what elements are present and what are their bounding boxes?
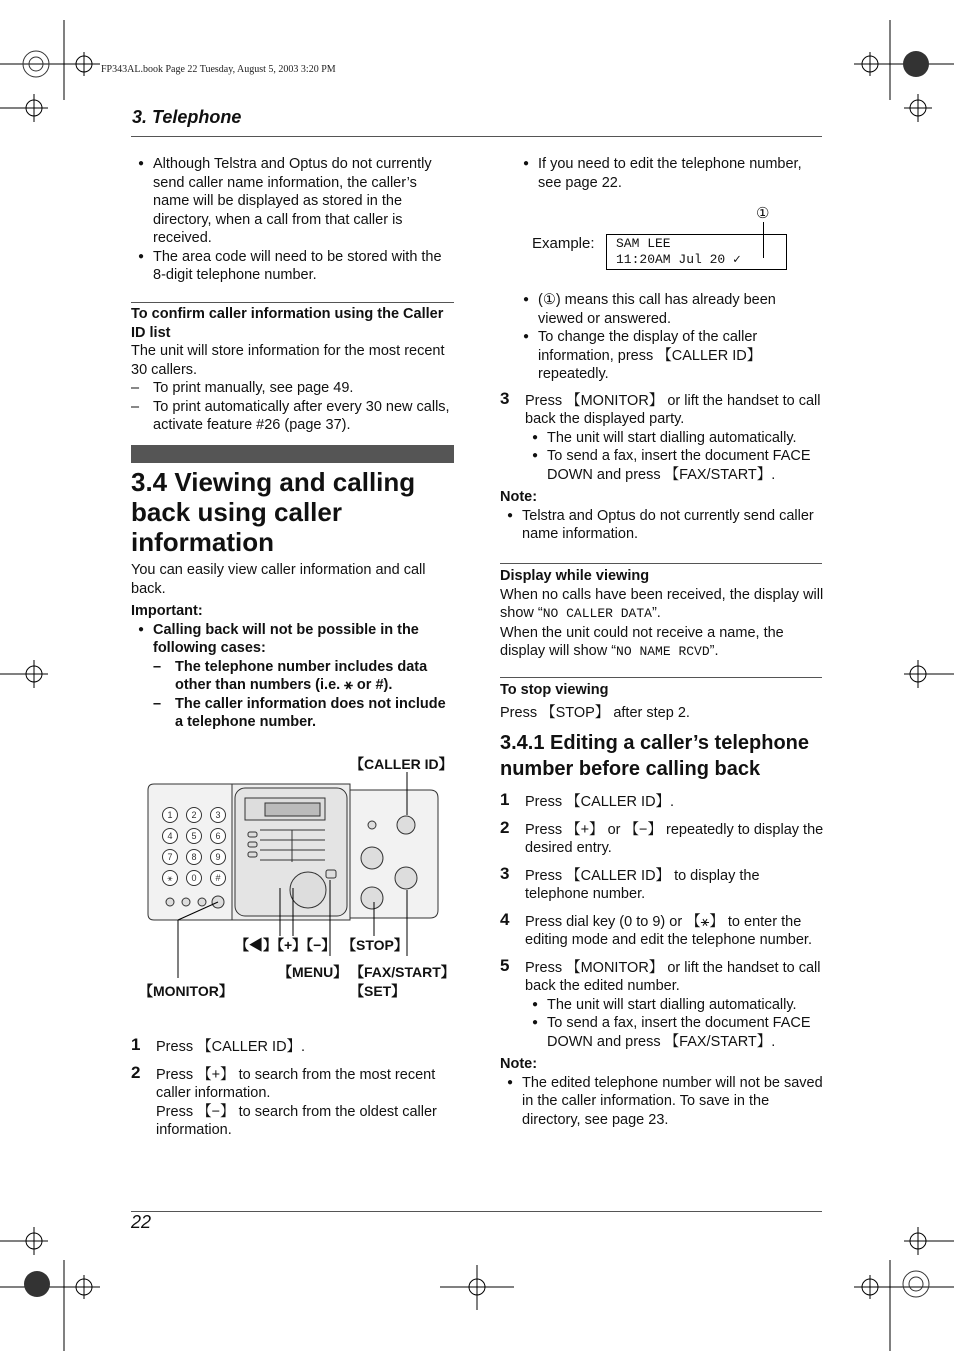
dash-item: – To print automatically after every 30 new calls, activate feature #26 (page 37).	[131, 398, 450, 433]
keypad-key-label: 3	[215, 810, 221, 820]
file-header: FP343AL.book Page 22 Tuesday, August 5, 2003 3:20 PM	[101, 64, 336, 75]
label-nav-keys: 【◀】【+】【−】	[235, 937, 336, 953]
bullet-item: ● To change the display of the caller information, press 【CALLER ID】 repeatedly.	[516, 328, 824, 384]
display-section	[500, 567, 824, 662]
divider	[500, 563, 822, 564]
keypad-key-label: 2	[191, 810, 197, 820]
confirm-section	[131, 305, 456, 435]
step-item: 1 Press 【CALLER ID】.	[131, 1035, 306, 1055]
note-label: Note:	[500, 489, 538, 505]
page-title: 3.4 Viewing and calling back using caller information	[131, 467, 416, 557]
intro-section	[131, 561, 456, 732]
keypad-key-label: 8	[191, 852, 197, 862]
callout-lines	[130, 760, 450, 990]
bullet-item: ● The unit will start dialling automatically.	[525, 996, 824, 1015]
important-dash: – The caller information does not include a telephone number.	[153, 695, 446, 730]
display-text-1: When no calls have been received, the display will show “NO CALLER DATA”.	[500, 586, 824, 621]
subsection-title: 3.4.1 Editing a caller’s telephone number before calling back	[500, 732, 809, 780]
note-bullet: ● The edited telephone number will not be saved in the caller information. To save in the directory, see page 23.	[500, 1074, 824, 1130]
keypad-key-label: 1	[167, 810, 173, 820]
left-steps	[131, 1035, 456, 1140]
edit-steps	[500, 790, 824, 1129]
step-item: 2 Press 【+】 to search from the most recent caller information. Press 【−】 to search from the oldest caller information.	[131, 1062, 437, 1138]
step-item: 5 Press 【MONITOR】 or lift the handset to call back the edited number.	[500, 955, 821, 994]
right-column-main	[500, 291, 824, 544]
dash-item: – To print manually, see page 49.	[131, 380, 354, 396]
note-label: Note:	[500, 1056, 538, 1072]
keypad-key-label: 4	[167, 831, 173, 841]
stop-text: Press 【STOP】 after step 2.	[500, 704, 690, 721]
keypad-key-label: 9	[215, 852, 221, 862]
step-item: 3 Press 【MONITOR】 or lift the handset to call back the displayed party.	[500, 388, 821, 427]
step-item: 2 Press 【+】 or 【−】 repeatedly to display the desired entry.	[500, 817, 824, 856]
label-stop: 【STOP】	[342, 937, 408, 953]
lcd-display	[606, 234, 787, 270]
title-bar	[131, 445, 454, 463]
keypad-key-label: 6	[215, 831, 221, 841]
bullet-item: ● The area code will need to be stored with the 8-digit telephone number.	[131, 248, 456, 285]
bullet-item: ● Although Telstra and Optus do not currently send caller name information, the caller’s name will be displayed as stored in the directory, when a call from that caller is received.	[131, 155, 456, 248]
divider	[131, 302, 454, 303]
keypad-key-label: #	[215, 873, 221, 883]
step-item: 4 Press dial key (0 to 9) or 【⚹】 to enter the editing mode and edit the telephone number.	[500, 909, 812, 948]
confirm-text: The unit will store information for the most recent 30 callers.	[131, 343, 445, 378]
bullet-item: ● To send a fax, insert the document FACE DOWN and press 【FAX/START】.	[525, 1014, 824, 1051]
display-text-2: When the unit could not receive a name, the display will show “NO NAME RCVD”.	[500, 624, 784, 659]
keypad-key-label: 5	[191, 831, 197, 841]
right-column-top	[500, 155, 824, 192]
divider	[500, 677, 822, 678]
keypad-key-label: 0	[191, 873, 197, 883]
step-item: 3 Press 【CALLER ID】 to display the telephone number.	[500, 863, 760, 902]
intro-text: You can easily view caller information and call back.	[131, 562, 426, 597]
keypad-key-label: 7	[167, 852, 173, 862]
bullet-item: ● The unit will start dialling automatically.	[525, 429, 824, 448]
stop-section	[500, 681, 824, 722]
section-title: 3. Telephone	[132, 107, 242, 127]
label-set: 【SET】	[350, 983, 406, 999]
step-item: 1 Press 【CALLER ID】.	[500, 790, 675, 810]
display-heading: Display while viewing	[500, 568, 650, 584]
note-bullet: ● Telstra and Optus do not currently send caller name information.	[500, 507, 824, 544]
bullet-item: ● If you need to edit the telephone number, see page 22.	[516, 155, 824, 192]
lcd-line-2: 11:20AM Jul 20 ✓	[616, 252, 741, 267]
important-bullet: ● Calling back will not be possible in the following cases:	[131, 621, 456, 658]
confirm-heading: To confirm caller information using the Caller ID list	[131, 306, 444, 341]
example-label: Example:	[532, 235, 595, 252]
lcd-line-1: SAM LEE	[616, 236, 671, 251]
footer-rule	[131, 1211, 822, 1212]
label-caller-id: 【CALLER ID】	[350, 756, 453, 772]
page-number: 22	[131, 1212, 152, 1232]
label-monitor: 【MONITOR】	[139, 983, 233, 999]
important-label: Important:	[131, 603, 203, 619]
bullet-item: ● (①) means this call has already been viewed or answered.	[516, 291, 824, 328]
header-rule	[131, 136, 822, 137]
keypad-key-label: ⚹	[167, 873, 173, 883]
label-fax-start: 【FAX/START】	[350, 964, 455, 980]
callout-number: ①	[756, 205, 770, 222]
stop-heading: To stop viewing	[500, 682, 609, 698]
bullet-item: ● To send a fax, insert the document FACE DOWN and press 【FAX/START】.	[525, 447, 824, 484]
label-menu: 【MENU】	[278, 964, 348, 980]
left-column	[131, 155, 456, 285]
important-dash: – The telephone number includes data other than numbers (i.e. ⚹ or #).	[153, 658, 428, 693]
